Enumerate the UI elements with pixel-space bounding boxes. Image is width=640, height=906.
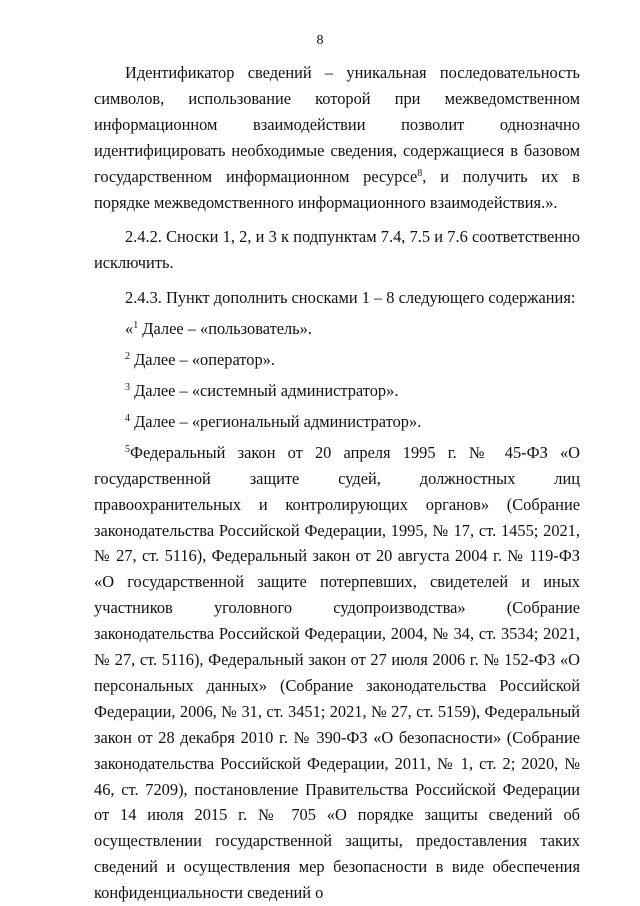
document-body (94, 60, 580, 906)
paragraph-text: Идентификатор сведений – уникальная последовательность символов, использование которой при межведомственном информационном взаимодействии позволит однозначно идентифицировать необходимые сведения, содержащиеся в базовом государственном информационном ресурсе (94, 63, 580, 186)
paragraph-2-4-3: 2.4.3. Пункт дополнить сносками 1 – 8 следующего содержания: (125, 288, 576, 308)
footnote-5 (94, 440, 580, 906)
footnote-text: Далее – «системный администратор». (130, 380, 399, 400)
footnote-text: Далее – «оператор». (130, 350, 275, 370)
paragraph-2-4-2: 2.4.2. Сноски 1, 2, и 3 к подпунктам 7.4, 7.5 и 7.6 соответственно исключить. (94, 227, 580, 273)
footnote-number: 4 (125, 412, 130, 424)
footnote-1 (94, 316, 580, 342)
footnote-number: 3 (125, 381, 130, 393)
footnote-number: 5 (125, 443, 130, 455)
paragraph-text-tail: , и получить их в порядке межведомственного информационного взаимодействия.». (94, 166, 580, 212)
footnote-2 (94, 347, 580, 373)
footnote-text: Далее – «региональный администратор». (130, 411, 422, 431)
footnote-number: 2 (125, 351, 130, 363)
footnote-3 (94, 378, 580, 404)
footnote-text: Федеральный закон от 20 апреля 1995 г. № 45-ФЗ «О государственной защите судей, должностных лиц правоохранительных и контролирующих органов» (Собрание законодательства Российской Федерации, 1995, № 17, ст. 1455; 2021, № 27, ст. 5116), Федеральный закон от 20 августа 2004 г. № 119-ФЗ «О государственной защите потерпевших, свидетелей и иных участников уголовного судопроизводства» (Собрание законодательства Российской Федерации, 2004, № 34, ст. 3534; 2021, № 27, ст. 5116), Федеральный закон от 27 июля 2006 г. № 152-ФЗ «О персональных данных» (Собрание законодательства Российской Федерации, 2006, № 31, ст. 3451; 2021, № 27, ст. 5159), Федеральный закон от 28 декабря 2010 г. № 390-ФЗ «О безопасности» (Собрание законодательства Российской Федерации, 2011, № 1, ст. 2; 2020, № 46, ст. 7209), постановление Правительства Российской Федерации от 14 июля 2015 г. № 705 «О порядке защиты сведений об осуществлении государственной защиты, предоставления таких сведений и осуществления мер безопасности в виде обеспечения конфиденциальности сведений о (94, 442, 580, 903)
page-number: 8 (316, 33, 324, 48)
footnote-text: Далее – «пользователь». (138, 319, 312, 339)
footnote-4 (94, 409, 580, 435)
open-quote: « (125, 319, 134, 339)
footnote-ref: 8 (417, 167, 423, 179)
footnote-number: 1 (133, 320, 139, 332)
paragraph-identifier-definition (94, 60, 580, 215)
